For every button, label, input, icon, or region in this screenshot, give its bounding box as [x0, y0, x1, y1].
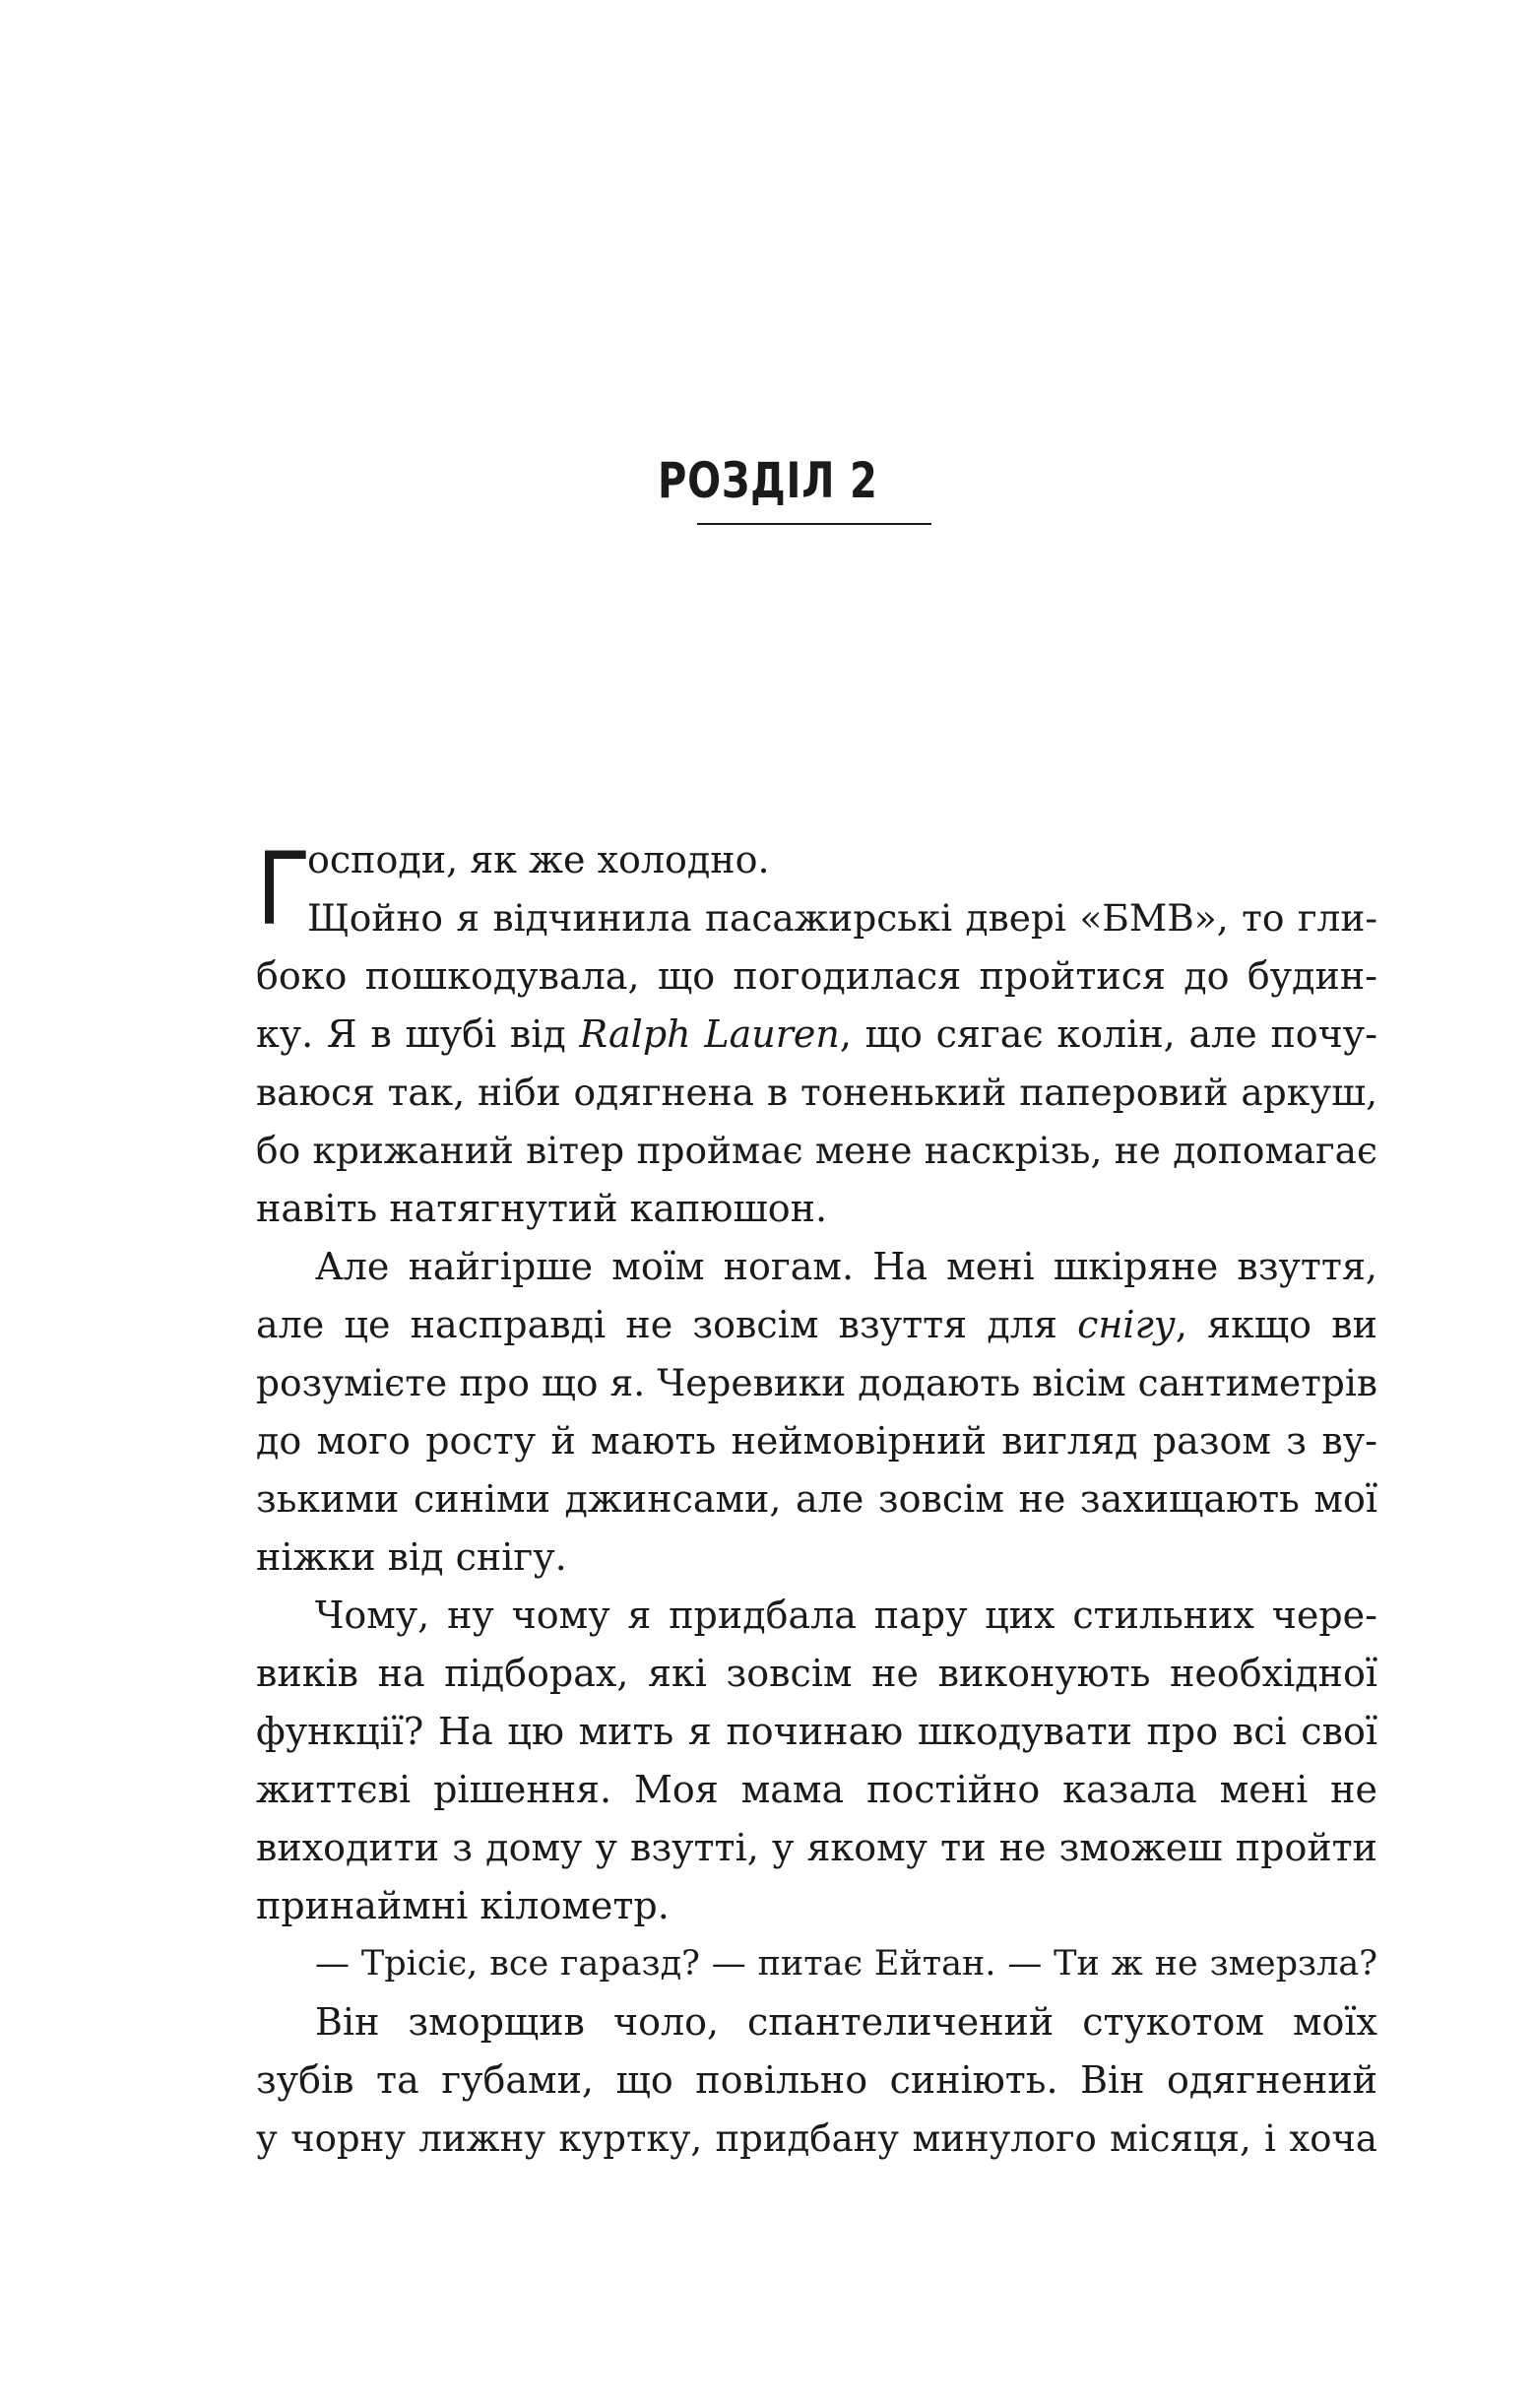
emphasis-word: снігу: [1077, 1303, 1176, 1346]
text-line: бо крижаний вітер проймає мене наскрізь, не допомагає: [256, 1129, 1377, 1172]
text-line: але це насправді не зовсім взуття для снігу, якщо ви: [256, 1303, 1378, 1346]
text-line: виходити з дому у взутті, у якому ти не зможеш пройти: [256, 1826, 1377, 1869]
text-line: зубів та губами, що повільно синіють. Він одягнений: [256, 2058, 1377, 2102]
text-line: боко пошкодувала, що погодилася пройтися до будин-: [256, 954, 1377, 998]
text-line: Але найгірше моїм ногам. На мені шкіряне взуття,: [315, 1245, 1377, 1288]
text-line: розумієте про що я. Черевики додають вісім сантиметрів: [256, 1361, 1377, 1404]
text-line: Щойно я відчинила пасажирські двері «БМВ», то гли-: [307, 896, 1377, 940]
body-text: [256, 831, 1377, 2168]
text-line: функції? На цю мить я починаю шкодувати про всі свої: [256, 1710, 1377, 1753]
text-line: до мого росту й мають неймовірний вигляд разом з ву-: [256, 1419, 1377, 1463]
text-line: Г осподи, як же холодно.: [256, 831, 770, 948]
text-line: принаймні кілометр.: [256, 1884, 670, 1927]
text-line: виків на підборах, які зовсім не виконують необхідної: [256, 1652, 1377, 1695]
text-line: Він зморщив чоло, спантеличений стукотом моїх: [315, 2000, 1377, 2044]
chapter-title-underline: [697, 523, 931, 525]
text-line: — Трісіє, все гаразд? — питає Ейтан. — Ти ж не змерзла?: [315, 1944, 1377, 1984]
chapter-title: РОЗДІЛ 2: [657, 452, 878, 509]
text-line: Чому, ну чому я придбала пару цих стильних чере-: [315, 1594, 1377, 1637]
text-line: у чорну лижну куртку, придбану минулого місяця, і хоча: [256, 2117, 1377, 2160]
brand-name: Ralph Lauren: [579, 1012, 840, 1056]
text-line: ніжки від снігу.: [256, 1535, 567, 1579]
drop-cap: Г: [256, 831, 311, 948]
text-line: ваюся так, ніби одягнена в тоненький паперовий аркуш,: [256, 1071, 1377, 1114]
text-line: навіть натягнутий капюшон.: [256, 1187, 828, 1230]
text-line: ку. Я в шубі від Ralph Lauren, що сягає колін, але почу-: [256, 1012, 1377, 1056]
text-line: життєві рішення. Моя мама постійно казала мені не: [256, 1768, 1377, 1811]
text-line: зькими синіми джинсами, але зовсім не захищають мої: [256, 1477, 1377, 1521]
chapter-heading: [0, 451, 1535, 510]
